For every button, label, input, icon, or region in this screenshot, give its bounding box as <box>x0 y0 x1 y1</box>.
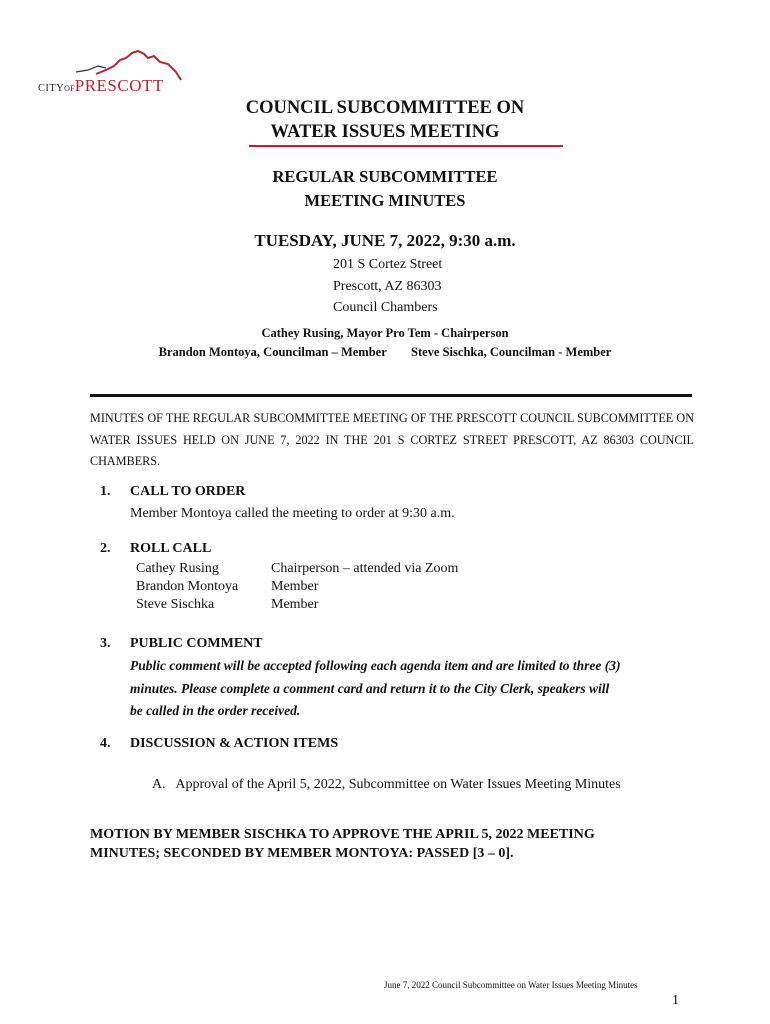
discussion-sub-item-a: A. Approval of the April 5, 2022, Subcommittee on Water Issues Meeting Minutes <box>152 777 621 792</box>
document-title <box>0 96 770 144</box>
motion-text <box>90 825 700 863</box>
item-number: 2. <box>100 541 111 556</box>
item-heading: ROLL CALL <box>130 541 212 556</box>
item-heading: DISCUSSION & ACTION ITEMS <box>130 736 339 751</box>
address-line-2: Prescott, AZ 86303 <box>333 278 442 294</box>
motion-line-1: MOTION BY MEMBER SISCHKA TO APPROVE THE APRIL 5, 2022 MEETING <box>90 827 595 842</box>
meeting-address <box>333 254 442 319</box>
subtitle-line-2: MEETING MINUTES <box>304 191 466 210</box>
address-line-3: Council Chambers <box>333 300 438 315</box>
motion-line-2: MINUTES; SECONDED BY MEMBER MONTOYA: PASSED [3 – 0]. <box>90 846 514 861</box>
public-comment-line-3: be called in the order received. <box>130 703 301 718</box>
title-line-2: WATER ISSUES MEETING <box>270 122 500 142</box>
item-heading: PUBLIC COMMENT <box>130 636 263 651</box>
roll-name: Cathey Rusing <box>136 561 219 576</box>
intro-paragraph: MINUTES OF THE REGULAR SUBCOMMITTEE MEETING OF THE PRESCOTT COUNCIL SUBCOMMITTEE ON WATER ISSUES HELD ON JUNE 7, 2022 IN THE 201 S CORTEZ STREET PRESCOTT, AZ 86303 COUNCIL CHAMBERS. <box>90 411 694 468</box>
meeting-date: TUESDAY, JUNE 7, 2022, 9:30 a.m. <box>254 231 516 250</box>
logo-prescott-text: PRESCOTT <box>74 76 164 95</box>
logo-of-text: OF <box>64 84 75 93</box>
public-comment-text <box>130 655 690 723</box>
roll-name: Brandon Montoya <box>136 579 239 594</box>
roll-name: Steve Sischka <box>136 597 215 612</box>
address-line-1: 201 S Cortez Street <box>333 257 443 272</box>
title-underline <box>249 145 563 147</box>
roll-call-table <box>130 560 690 614</box>
section-divider <box>90 394 692 397</box>
roll-role: Member <box>271 597 319 612</box>
chairperson: Cathey Rusing, Mayor Pro Tem - Chairperson <box>261 326 509 340</box>
subtitle-line-1: REGULAR SUBCOMMITTEE <box>272 167 498 186</box>
document-subtitle <box>0 165 770 213</box>
item-number: 4. <box>100 736 111 751</box>
public-comment-line-2: minutes. Please complete a comment card and return it to the City Clerk, speakers will <box>130 680 610 696</box>
item-number: 1. <box>100 484 111 499</box>
item-number: 3. <box>100 636 111 651</box>
roll-role: Chairperson – attended via Zoom <box>271 561 459 576</box>
member-montoya: Brandon Montoya, Councilman – Member <box>158 345 387 359</box>
members-line <box>0 343 770 361</box>
title-line-1: COUNCIL SUBCOMMITTEE ON <box>245 98 525 118</box>
page-footer: June 7, 2022 Council Subcommittee on Water Issues Meeting Minutes <box>384 980 638 990</box>
item-text: Member Montoya called the meeting to order at 9:30 a.m. <box>130 506 455 521</box>
public-comment-line-1: Public comment will be accepted following each agenda item and are limited to three (3) <box>130 658 621 673</box>
roll-role: Member <box>271 579 319 594</box>
city-logo <box>36 48 182 98</box>
item-heading: CALL TO ORDER <box>130 484 246 499</box>
member-sischka: Steve Sischka, Councilman - Member <box>411 345 612 359</box>
logo-city-text: CITY <box>38 83 65 94</box>
page-number: 1 <box>672 993 679 1008</box>
